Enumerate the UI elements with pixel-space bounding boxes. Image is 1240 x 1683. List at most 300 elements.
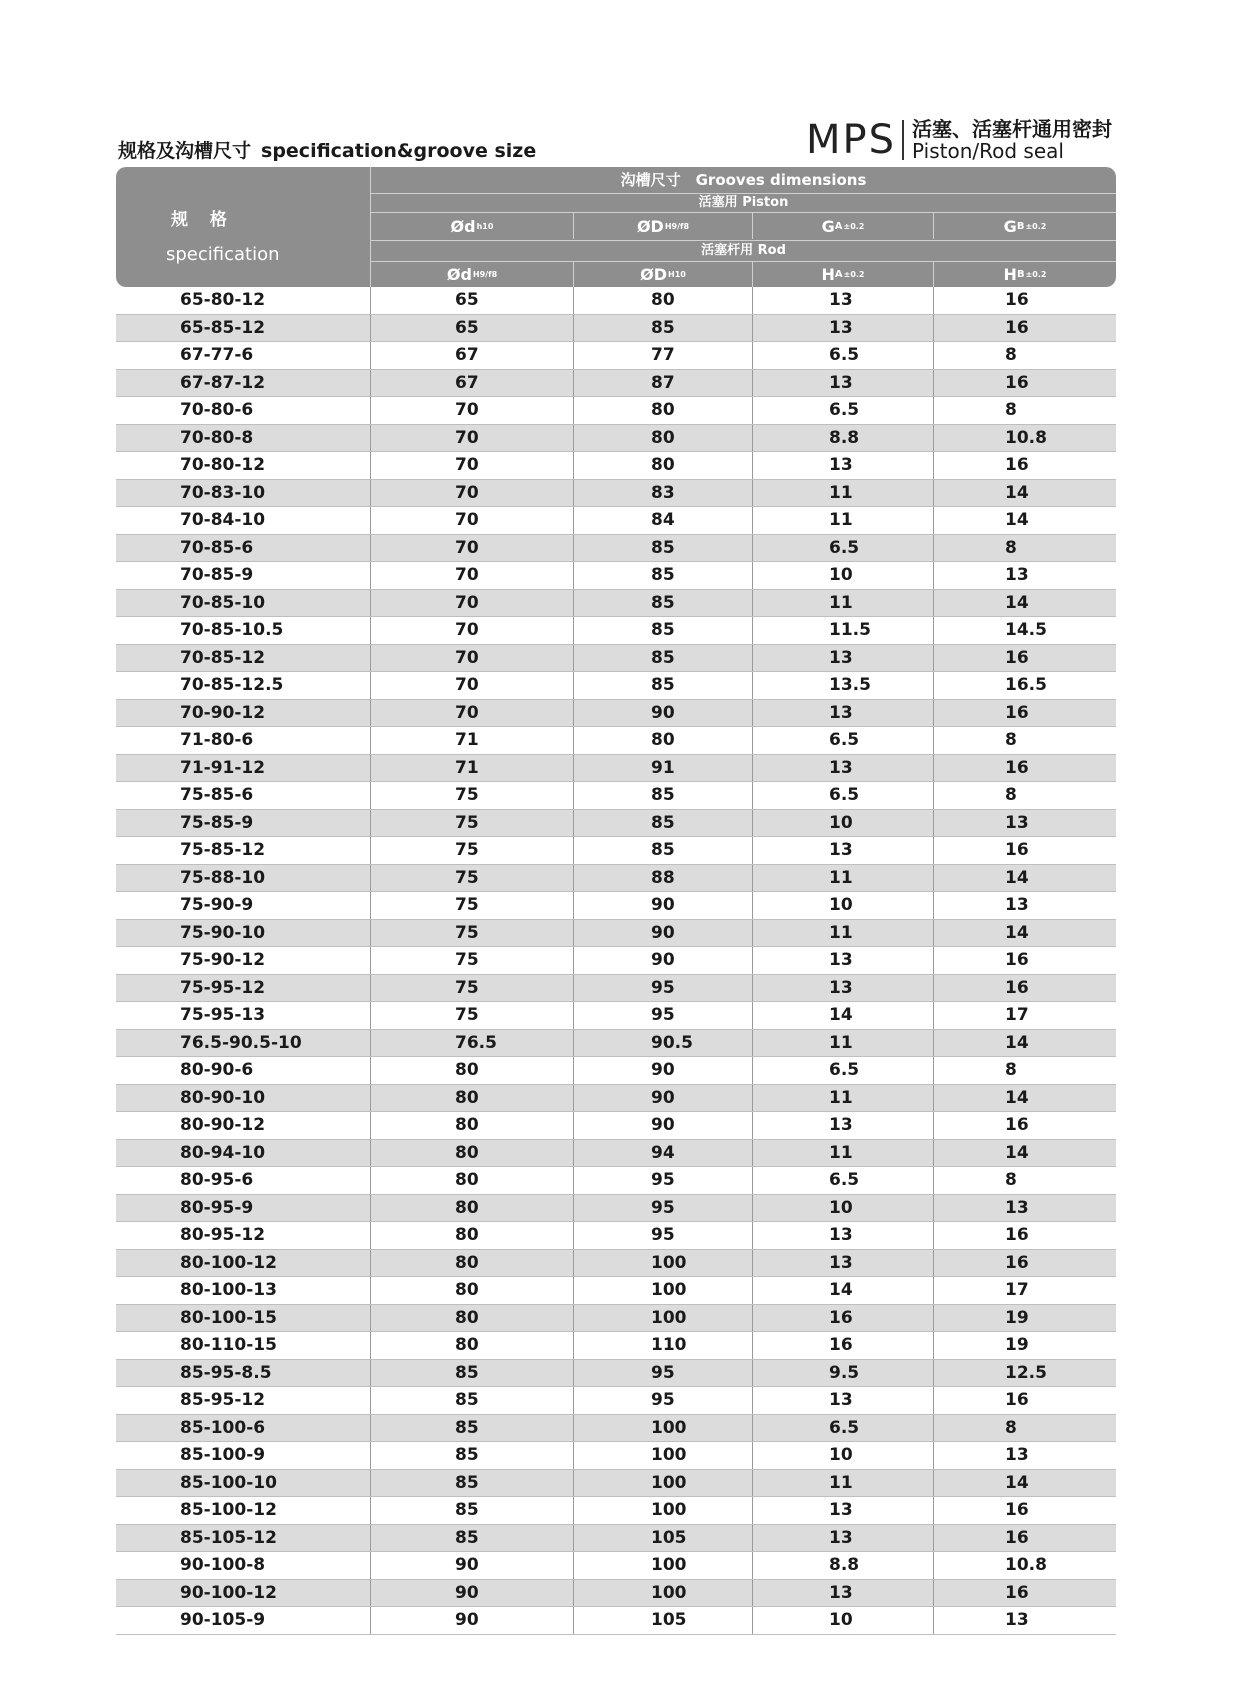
b-cell: 16 xyxy=(1005,1252,1029,1273)
table-row xyxy=(116,590,1116,618)
D-cell: 100 xyxy=(574,1415,753,1442)
table-row xyxy=(116,507,1116,535)
d-cell: 85 xyxy=(371,1442,574,1469)
D-cell: 95 xyxy=(574,1360,753,1387)
a-cell: 9.5 xyxy=(753,1360,934,1387)
d-cell: 70 xyxy=(371,700,574,727)
table-row xyxy=(116,452,1116,480)
a-cell: 11 xyxy=(753,507,934,534)
D-cell: 90 xyxy=(574,1085,753,1112)
D-cell: 95 xyxy=(574,1387,753,1414)
D-cell: 85 xyxy=(574,562,753,589)
spec-cell: 70-90-12 xyxy=(116,700,371,727)
spec-header-cell xyxy=(116,167,371,287)
D-cell: 80 xyxy=(574,727,753,754)
b-cell: 8 xyxy=(1005,400,1017,421)
spec-header-cn: 规 格 xyxy=(171,210,235,230)
rod-col-header-4: H B ±0.2 xyxy=(1003,264,1047,284)
spec-cell: 85-95-12 xyxy=(116,1387,371,1414)
a-cell: 13 xyxy=(753,755,934,782)
b-cell: 16 xyxy=(1005,757,1029,778)
a-cell: 6.5 xyxy=(753,342,934,369)
table-row xyxy=(116,837,1116,865)
table-row xyxy=(116,920,1116,948)
table-row xyxy=(116,1085,1116,1113)
D-cell: 100 xyxy=(574,1470,753,1497)
b-cell: 8 xyxy=(1005,1417,1017,1438)
d-cell: 80 xyxy=(371,1085,574,1112)
a-cell: 14 xyxy=(753,1002,934,1029)
D-cell: 100 xyxy=(574,1277,753,1304)
a-cell: 16 xyxy=(753,1305,934,1332)
D-cell: 100 xyxy=(574,1580,753,1607)
D-cell: 80 xyxy=(574,425,753,452)
D-cell: 85 xyxy=(574,535,753,562)
b-cell: 13 xyxy=(1005,812,1029,833)
b-cell: 10.8 xyxy=(1005,1555,1047,1576)
d-cell: 75 xyxy=(371,1002,574,1029)
D-cell: 100 xyxy=(574,1497,753,1524)
spec-cell: 85-105-12 xyxy=(116,1525,371,1552)
b-cell: 8 xyxy=(1005,1170,1017,1191)
spec-cell: 71-80-6 xyxy=(116,727,371,754)
table-row xyxy=(116,1057,1116,1085)
b-cell: 8 xyxy=(1005,537,1017,558)
d-cell: 80 xyxy=(371,1222,574,1249)
b-cell: 16 xyxy=(1005,1500,1029,1521)
b-cell: 16 xyxy=(1005,702,1029,723)
D-cell: 95 xyxy=(574,975,753,1002)
table-row xyxy=(116,342,1116,370)
d-cell: 70 xyxy=(371,425,574,452)
spec-cell: 65-80-12 xyxy=(116,287,371,314)
b-cell: 8 xyxy=(1005,1060,1017,1081)
D-cell: 85 xyxy=(574,782,753,809)
a-cell: 10 xyxy=(753,562,934,589)
b-cell: 17 xyxy=(1005,1280,1029,1301)
b-cell: 13 xyxy=(1005,1445,1029,1466)
spec-cell: 70-80-6 xyxy=(116,397,371,424)
d-cell: 65 xyxy=(371,287,574,314)
a-cell: 6.5 xyxy=(753,1167,934,1194)
a-cell: 13 xyxy=(753,645,934,672)
d-cell: 70 xyxy=(371,452,574,479)
a-cell: 16 xyxy=(753,1332,934,1359)
a-cell: 6.5 xyxy=(753,1415,934,1442)
table-row xyxy=(116,287,1116,315)
d-cell: 76.5 xyxy=(371,1030,574,1057)
spec-cell: 67-87-12 xyxy=(116,370,371,397)
spec-cell: 80-110-15 xyxy=(116,1332,371,1359)
table-row xyxy=(116,1167,1116,1195)
D-cell: 90 xyxy=(574,1057,753,1084)
a-cell: 13 xyxy=(753,947,934,974)
spec-cell: 80-90-10 xyxy=(116,1085,371,1112)
D-cell: 95 xyxy=(574,1002,753,1029)
table-row xyxy=(116,1470,1116,1498)
a-cell: 11 xyxy=(753,1085,934,1112)
D-cell: 100 xyxy=(574,1442,753,1469)
brand-block xyxy=(806,118,1112,162)
table-row xyxy=(116,1497,1116,1525)
spec-cell: 85-100-10 xyxy=(116,1470,371,1497)
spec-cell: 70-85-10.5 xyxy=(116,617,371,644)
D-cell: 90 xyxy=(574,920,753,947)
table-row xyxy=(116,617,1116,645)
b-cell: 19 xyxy=(1005,1307,1029,1328)
D-cell: 84 xyxy=(574,507,753,534)
a-cell: 11 xyxy=(753,920,934,947)
a-cell: 6.5 xyxy=(753,397,934,424)
table-row xyxy=(116,755,1116,783)
table-row xyxy=(116,865,1116,893)
b-cell: 12.5 xyxy=(1005,1362,1047,1383)
d-cell: 80 xyxy=(371,1140,574,1167)
D-cell: 90 xyxy=(574,947,753,974)
D-cell: 85 xyxy=(574,590,753,617)
table-row xyxy=(116,1195,1116,1223)
heading-en: specification&groove size xyxy=(261,140,537,162)
a-cell: 13 xyxy=(753,700,934,727)
spec-cell: 75-90-10 xyxy=(116,920,371,947)
d-cell: 75 xyxy=(371,892,574,919)
D-cell: 94 xyxy=(574,1140,753,1167)
D-cell: 90 xyxy=(574,700,753,727)
D-cell: 85 xyxy=(574,617,753,644)
d-cell: 70 xyxy=(371,645,574,672)
b-cell: 14 xyxy=(1005,1087,1029,1108)
spec-cell: 75-85-9 xyxy=(116,810,371,837)
d-cell: 70 xyxy=(371,617,574,644)
d-cell: 85 xyxy=(371,1387,574,1414)
D-cell: 90 xyxy=(574,892,753,919)
a-cell: 8.8 xyxy=(753,1552,934,1579)
table-row xyxy=(116,975,1116,1003)
spec-cell: 70-85-9 xyxy=(116,562,371,589)
table-row xyxy=(116,1112,1116,1140)
d-cell: 85 xyxy=(371,1360,574,1387)
table-row xyxy=(116,727,1116,755)
d-cell: 75 xyxy=(371,920,574,947)
table-row xyxy=(116,645,1116,673)
D-cell: 85 xyxy=(574,810,753,837)
rod-col-header-1: Ød H9/f8 xyxy=(371,261,574,287)
d-cell: 80 xyxy=(371,1112,574,1139)
d-cell: 70 xyxy=(371,562,574,589)
D-cell: 85 xyxy=(574,837,753,864)
D-cell: 80 xyxy=(574,452,753,479)
rod-col-header-3: H A ±0.2 xyxy=(753,261,934,287)
d-cell: 75 xyxy=(371,837,574,864)
a-cell: 11.5 xyxy=(753,617,934,644)
table-row xyxy=(116,425,1116,453)
table-row xyxy=(116,1030,1116,1058)
b-cell: 14 xyxy=(1005,592,1029,613)
rod-column-headers xyxy=(371,261,1116,287)
d-cell: 85 xyxy=(371,1525,574,1552)
table-row xyxy=(116,1222,1116,1250)
spec-cell: 70-80-8 xyxy=(116,425,371,452)
d-cell: 80 xyxy=(371,1250,574,1277)
spec-cell: 80-90-12 xyxy=(116,1112,371,1139)
table-row xyxy=(116,1525,1116,1553)
d-cell: 85 xyxy=(371,1497,574,1524)
d-cell: 85 xyxy=(371,1415,574,1442)
table-row xyxy=(116,892,1116,920)
d-cell: 70 xyxy=(371,507,574,534)
a-cell: 10 xyxy=(753,1607,934,1634)
spec-cell: 90-100-12 xyxy=(116,1580,371,1607)
spec-cell: 75-95-12 xyxy=(116,975,371,1002)
d-cell: 75 xyxy=(371,947,574,974)
b-cell: 8 xyxy=(1005,730,1017,751)
a-cell: 13 xyxy=(753,1250,934,1277)
brand-code: MPS xyxy=(806,117,897,163)
b-cell: 8 xyxy=(1005,345,1017,366)
d-cell: 75 xyxy=(371,975,574,1002)
d-cell: 67 xyxy=(371,370,574,397)
b-cell: 17 xyxy=(1005,1005,1029,1026)
table-row xyxy=(116,1360,1116,1388)
a-cell: 11 xyxy=(753,1140,934,1167)
d-cell: 70 xyxy=(371,397,574,424)
spec-cell: 85-100-12 xyxy=(116,1497,371,1524)
a-cell: 13 xyxy=(753,1112,934,1139)
d-cell: 70 xyxy=(371,480,574,507)
a-cell: 13 xyxy=(753,452,934,479)
d-cell: 70 xyxy=(371,672,574,699)
b-cell: 16 xyxy=(1005,977,1029,998)
spec-cell: 80-100-13 xyxy=(116,1277,371,1304)
spec-cell: 75-90-9 xyxy=(116,892,371,919)
spec-cell: 75-88-10 xyxy=(116,865,371,892)
table-row xyxy=(116,1305,1116,1333)
d-cell: 67 xyxy=(371,342,574,369)
d-cell: 80 xyxy=(371,1057,574,1084)
table-row xyxy=(116,1002,1116,1030)
piston-header: 活塞用 Piston xyxy=(371,194,1116,213)
b-cell: 19 xyxy=(1005,1335,1029,1356)
table-row xyxy=(116,397,1116,425)
table-row xyxy=(116,810,1116,838)
d-cell: 80 xyxy=(371,1277,574,1304)
brand-title-en: Piston/Rod seal xyxy=(912,139,1064,163)
table-row xyxy=(116,1250,1116,1278)
grooves-header: 沟槽尺寸 Grooves dimensions xyxy=(371,167,1116,194)
d-cell: 75 xyxy=(371,810,574,837)
spec-cell: 80-90-6 xyxy=(116,1057,371,1084)
a-cell: 13 xyxy=(753,1580,934,1607)
d-cell: 71 xyxy=(371,727,574,754)
a-cell: 13 xyxy=(753,1497,934,1524)
a-cell: 10 xyxy=(753,1442,934,1469)
spec-cell: 80-95-6 xyxy=(116,1167,371,1194)
D-cell: 100 xyxy=(574,1305,753,1332)
a-cell: 13 xyxy=(753,837,934,864)
D-cell: 88 xyxy=(574,865,753,892)
table-row xyxy=(116,947,1116,975)
spec-cell: 70-85-12.5 xyxy=(116,672,371,699)
spec-cell: 75-90-12 xyxy=(116,947,371,974)
D-cell: 90 xyxy=(574,1112,753,1139)
b-cell: 16 xyxy=(1005,950,1029,971)
a-cell: 13 xyxy=(753,1387,934,1414)
D-cell: 85 xyxy=(574,645,753,672)
d-cell: 90 xyxy=(371,1580,574,1607)
piston-col-header-3: G A ±0.2 xyxy=(753,213,934,239)
spec-cell: 67-77-6 xyxy=(116,342,371,369)
d-cell: 65 xyxy=(371,315,574,342)
spec-cell: 80-100-12 xyxy=(116,1250,371,1277)
b-cell: 8 xyxy=(1005,785,1017,806)
table-row xyxy=(116,1140,1116,1168)
spec-cell: 75-95-13 xyxy=(116,1002,371,1029)
b-cell: 13 xyxy=(1005,1197,1029,1218)
a-cell: 13.5 xyxy=(753,672,934,699)
table-row xyxy=(116,700,1116,728)
d-cell: 90 xyxy=(371,1552,574,1579)
a-cell: 11 xyxy=(753,1470,934,1497)
brand-text xyxy=(912,118,1112,162)
b-cell: 14 xyxy=(1005,1142,1029,1163)
spec-cell: 85-100-6 xyxy=(116,1415,371,1442)
piston-col-header-2: ØD H9/f8 xyxy=(574,213,753,239)
spec-cell: 70-80-12 xyxy=(116,452,371,479)
b-cell: 16 xyxy=(1005,455,1029,476)
b-cell: 14 xyxy=(1005,510,1029,531)
a-cell: 10 xyxy=(753,810,934,837)
table-row xyxy=(116,1552,1116,1580)
b-cell: 14 xyxy=(1005,867,1029,888)
table-row xyxy=(116,1415,1116,1443)
d-cell: 70 xyxy=(371,535,574,562)
table-body xyxy=(116,287,1116,1635)
spec-cell: 76.5-90.5-10 xyxy=(116,1030,371,1057)
d-cell: 80 xyxy=(371,1195,574,1222)
D-cell: 95 xyxy=(574,1222,753,1249)
table-row xyxy=(116,562,1116,590)
b-cell: 16 xyxy=(1005,372,1029,393)
a-cell: 8.8 xyxy=(753,425,934,452)
D-cell: 95 xyxy=(574,1167,753,1194)
D-cell: 80 xyxy=(574,287,753,314)
spec-cell: 70-85-6 xyxy=(116,535,371,562)
piston-col-header-4: G B ±0.2 xyxy=(1003,216,1047,236)
d-cell: 80 xyxy=(371,1332,574,1359)
a-cell: 13 xyxy=(753,287,934,314)
b-cell: 16.5 xyxy=(1005,675,1047,696)
b-cell: 16 xyxy=(1005,1225,1029,1246)
b-cell: 16 xyxy=(1005,1527,1029,1548)
a-cell: 6.5 xyxy=(753,1057,934,1084)
brand-title-cn: 活塞、活塞杆通用密封 xyxy=(912,117,1113,141)
a-cell: 11 xyxy=(753,1030,934,1057)
a-cell: 14 xyxy=(753,1277,934,1304)
a-cell: 13 xyxy=(753,370,934,397)
d-cell: 90 xyxy=(371,1607,574,1634)
table-row xyxy=(116,315,1116,343)
b-cell: 16 xyxy=(1005,1115,1029,1136)
b-cell: 13 xyxy=(1005,565,1029,586)
b-cell: 16 xyxy=(1005,1582,1029,1603)
D-cell: 110 xyxy=(574,1332,753,1359)
D-cell: 77 xyxy=(574,342,753,369)
b-cell: 13 xyxy=(1005,1610,1029,1631)
piston-column-headers xyxy=(371,213,1116,239)
b-cell: 14 xyxy=(1005,482,1029,503)
b-cell: 16 xyxy=(1005,840,1029,861)
spec-cell: 75-85-12 xyxy=(116,837,371,864)
piston-col-header-1: Ød h10 xyxy=(371,213,574,239)
b-cell: 14 xyxy=(1005,1472,1029,1493)
spec-cell: 70-84-10 xyxy=(116,507,371,534)
table-row xyxy=(116,1387,1116,1415)
a-cell: 10 xyxy=(753,1195,934,1222)
D-cell: 105 xyxy=(574,1525,753,1552)
table-row xyxy=(116,1442,1116,1470)
b-cell: 10.8 xyxy=(1005,427,1047,448)
d-cell: 85 xyxy=(371,1470,574,1497)
D-cell: 100 xyxy=(574,1552,753,1579)
spec-cell: 71-91-12 xyxy=(116,755,371,782)
spec-header-en: specification xyxy=(166,244,280,265)
rod-header: 活塞杆用 Rod xyxy=(371,240,1116,262)
D-cell: 90.5 xyxy=(574,1030,753,1057)
a-cell: 13 xyxy=(753,975,934,1002)
table-row xyxy=(116,1277,1116,1305)
d-cell: 80 xyxy=(371,1305,574,1332)
table-row xyxy=(116,1332,1116,1360)
D-cell: 85 xyxy=(574,315,753,342)
brand-divider xyxy=(902,120,904,160)
table-row xyxy=(116,1607,1116,1635)
spec-cell: 75-85-6 xyxy=(116,782,371,809)
spec-cell: 70-85-12 xyxy=(116,645,371,672)
d-cell: 75 xyxy=(371,865,574,892)
spec-cell: 80-94-10 xyxy=(116,1140,371,1167)
spec-cell: 80-100-15 xyxy=(116,1305,371,1332)
d-cell: 70 xyxy=(371,590,574,617)
D-cell: 83 xyxy=(574,480,753,507)
spec-cell: 80-95-9 xyxy=(116,1195,371,1222)
b-cell: 16 xyxy=(1005,647,1029,668)
b-cell: 16 xyxy=(1005,317,1029,338)
table-header xyxy=(116,167,1116,287)
a-cell: 6.5 xyxy=(753,727,934,754)
b-cell: 13 xyxy=(1005,895,1029,916)
heading-cn: 规格及沟槽尺寸 xyxy=(118,140,252,162)
page-heading xyxy=(118,136,536,163)
spec-cell: 90-105-9 xyxy=(116,1607,371,1634)
b-cell: 14 xyxy=(1005,1032,1029,1053)
spec-cell: 70-85-10 xyxy=(116,590,371,617)
spec-cell: 90-100-8 xyxy=(116,1552,371,1579)
D-cell: 95 xyxy=(574,1195,753,1222)
D-cell: 85 xyxy=(574,672,753,699)
b-cell: 16 xyxy=(1005,290,1029,311)
b-cell: 14 xyxy=(1005,922,1029,943)
spec-cell: 65-85-12 xyxy=(116,315,371,342)
a-cell: 6.5 xyxy=(753,782,934,809)
d-cell: 80 xyxy=(371,1167,574,1194)
D-cell: 91 xyxy=(574,755,753,782)
spec-cell: 85-100-9 xyxy=(116,1442,371,1469)
a-cell: 11 xyxy=(753,590,934,617)
a-cell: 13 xyxy=(753,315,934,342)
a-cell: 13 xyxy=(753,1222,934,1249)
table-row xyxy=(116,535,1116,563)
a-cell: 6.5 xyxy=(753,535,934,562)
